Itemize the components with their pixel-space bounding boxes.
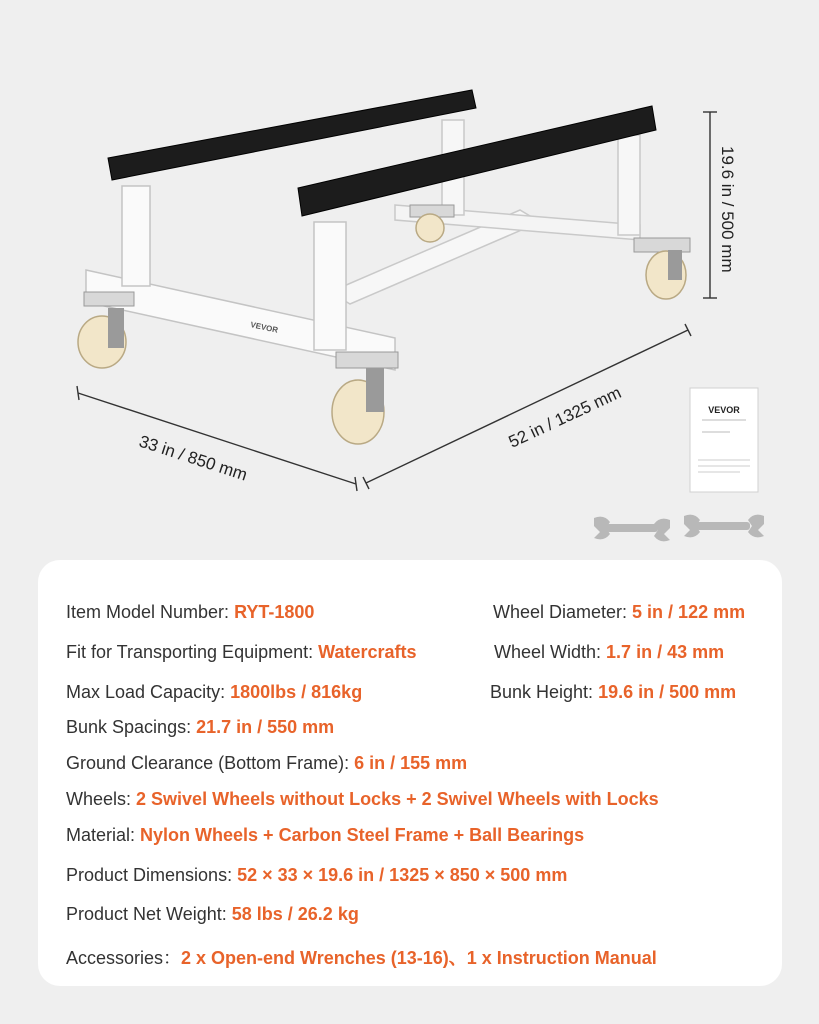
manual-brand-label: VEVOR bbox=[708, 405, 740, 415]
spec-value: 1800lbs / 816kg bbox=[230, 682, 363, 702]
spec-wheel-width bbox=[494, 642, 724, 663]
frame-brand-label: VEVOR bbox=[249, 320, 279, 335]
spec-value: RYT-1800 bbox=[234, 602, 315, 622]
spec-value: Nylon Wheels + Carbon Steel Frame + Ball Bearings bbox=[140, 825, 585, 845]
spec-label: Bunk Height: bbox=[490, 682, 599, 702]
manual-icon bbox=[690, 388, 758, 492]
spec-value: 21.7 in / 550 mm bbox=[196, 717, 335, 737]
spec-label: Ground Clearance (Bottom Frame): bbox=[66, 753, 355, 773]
specifications-card bbox=[38, 560, 782, 986]
spec-material bbox=[66, 825, 584, 846]
spec-equipment bbox=[66, 642, 417, 663]
frame-upright bbox=[314, 222, 346, 350]
spec-label: Bunk Spacings: bbox=[66, 717, 197, 737]
wrench-icon bbox=[594, 517, 670, 542]
spec-label: Fit for Transporting Equipment: bbox=[66, 642, 319, 662]
spec-label: Product Net Weight: bbox=[66, 904, 232, 924]
spec-weight bbox=[66, 904, 359, 925]
wrench-icon bbox=[684, 515, 764, 538]
spec-label: Wheel Diameter: bbox=[493, 602, 633, 622]
dimension-height bbox=[703, 112, 737, 298]
dimension-height-label: 19.6 in / 500 mm bbox=[718, 146, 737, 273]
spec-label: Wheels: bbox=[66, 789, 137, 809]
spec-value: 19.6 in / 500 mm bbox=[598, 682, 737, 702]
spec-label: Product Dimensions: bbox=[66, 865, 238, 885]
spec-load bbox=[66, 682, 362, 703]
spec-label: Material: bbox=[66, 825, 141, 845]
spec-dimensions bbox=[66, 865, 567, 886]
spec-spacing bbox=[66, 717, 334, 738]
spec-accessories bbox=[66, 944, 657, 970]
frame-upright bbox=[122, 186, 150, 286]
spec-label: Accessories： bbox=[66, 948, 182, 968]
spec-value: 52 × 33 × 19.6 in / 1325 × 850 × 500 mm bbox=[237, 865, 568, 885]
dimension-length-label: 52 in / 1325 mm bbox=[505, 382, 625, 452]
spec-bunk-height bbox=[490, 682, 736, 703]
spec-value: 2 Swivel Wheels without Locks + 2 Swivel Wheels with Locks bbox=[136, 789, 659, 809]
dimension-length bbox=[363, 324, 691, 489]
spec-value: 2 x Open-end Wrenches (13-16)、1 x Instruction Manual bbox=[181, 948, 657, 968]
spec-model bbox=[66, 602, 314, 623]
spec-value: Watercrafts bbox=[318, 642, 417, 662]
spec-value: 1.7 in / 43 mm bbox=[606, 642, 725, 662]
frame-upright bbox=[618, 135, 640, 235]
caster-wheel bbox=[634, 238, 690, 299]
spec-label: Max Load Capacity: bbox=[66, 682, 231, 702]
spec-value: 5 in / 122 mm bbox=[632, 602, 746, 622]
spec-label: Item Model Number: bbox=[66, 602, 235, 622]
spec-value: 58 lbs / 26.2 kg bbox=[231, 904, 359, 924]
spec-wheel-diameter bbox=[493, 602, 745, 623]
dimension-width-label: 33 in / 850 mm bbox=[136, 431, 250, 485]
caster-wheel bbox=[332, 352, 398, 444]
spec-wheels bbox=[66, 789, 659, 810]
caster-wheel bbox=[78, 292, 134, 368]
spec-label: Wheel Width: bbox=[494, 642, 607, 662]
dimension-width bbox=[77, 386, 357, 491]
spec-clearance bbox=[66, 753, 467, 774]
spec-value: 6 in / 155 mm bbox=[354, 753, 468, 773]
